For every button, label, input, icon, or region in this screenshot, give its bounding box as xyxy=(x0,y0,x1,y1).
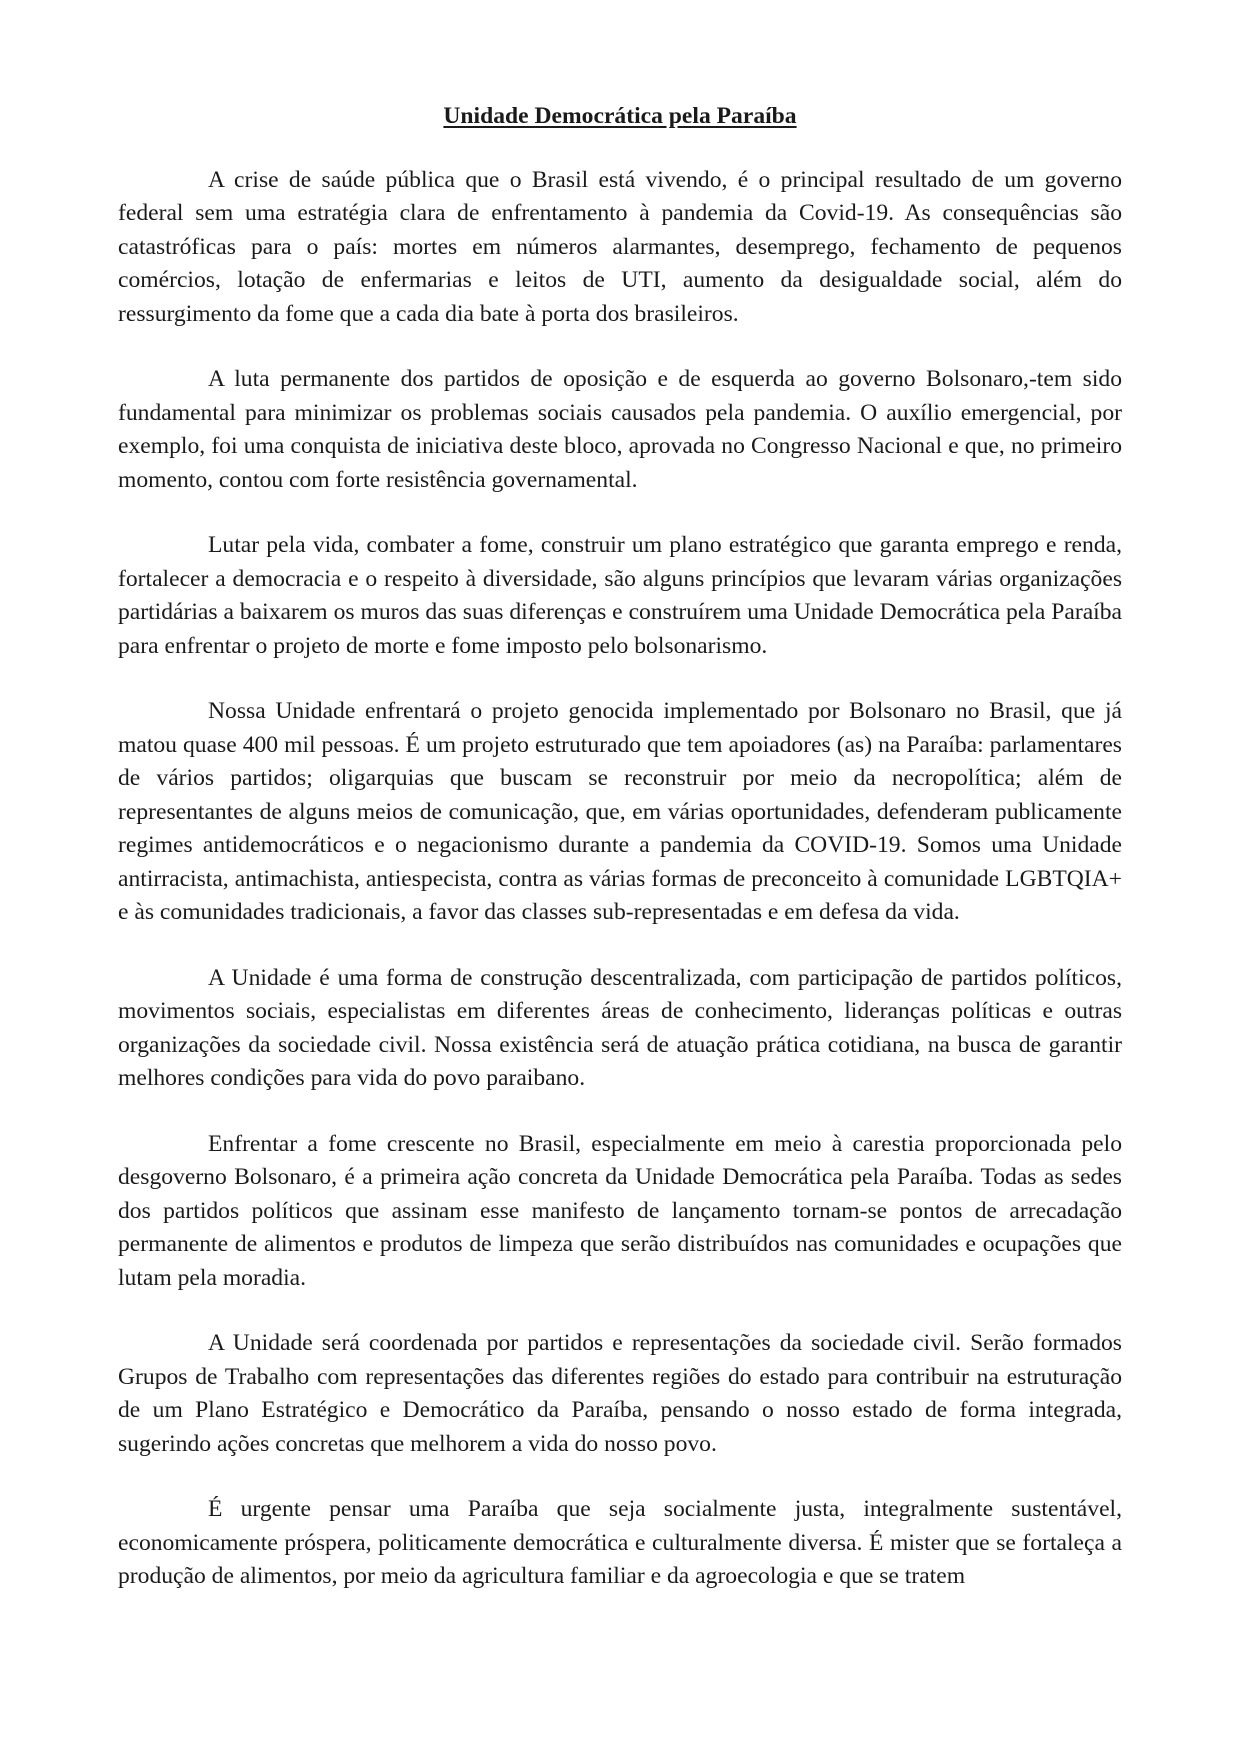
paragraph-7: A Unidade será coordenada por partidos e representações da sociedade civil. Serão formados Grupos de Trabalho com representações das diferentes regiões do estado para contribuir na estruturação de um Plano Estratégico e Democrático da Paraíba, pensando o nosso estado de forma integrada, sugerindo ações concretas que melhorem a vida do nosso povo. xyxy=(118,1330,1122,1457)
paragraph-5: A Unidade é uma forma de construção descentralizada, com participação de partidos políticos, movimentos sociais, especialistas em diferentes áreas de conhecimento, lideranças políticas e outras organizações da sociedade civil. Nossa existência será de atuação prática cotidiana, na busca de garantir melhores condições para vida do povo paraibano. xyxy=(118,964,1122,1091)
paragraph-2: A luta permanente dos partidos de oposição e de esquerda ao governo Bolsonaro,-tem sido fundamental para minimizar os problemas sociais causados pela pandemia. O auxílio emergencial, por exemplo, foi uma conquista de iniciativa deste bloco, aprovada no Congresso Nacional e que, no primeiro momento, contou com forte resistência governamental. xyxy=(118,366,1122,493)
paragraph-8: É urgente pensar uma Paraíba que seja socialmente justa, integralmente sustentável, economicamente próspera, politicamente democrática e culturalmente diversa. É mister que se fortaleça a produção de alimentos, por meio da agricultura familiar e da agroecologia e que se tratem xyxy=(118,1496,1122,1589)
document-title: Unidade Democrática pela Paraíba xyxy=(443,103,797,129)
paragraph-4: Nossa Unidade enfrentará o projeto genocida implementado por Bolsonaro no Brasil, que já matou quase 400 mil pessoas. É um projeto estruturado que tem apoiadores (as) na Paraíba: parlamentares de vários partidos; oligarquias que buscam se reconstruir por meio da necropolítica; além de representantes de alguns meios de comunicação, que, em várias oportunidades, defenderam publicamente regimes antidemocráticos e o negacionismo durante a pandemia da COVID-19. Somos uma Unidade antirracista, antimachista, antiespecista, contra as várias formas de preconceito à comunidade LGBTQIA+ e às comunidades tradicionais, a favor das classes sub-representadas e em defesa da vida. xyxy=(118,698,1122,925)
paragraph-6: Enfrentar a fome crescente no Brasil, especialmente em meio à carestia proporcionada pelo desgoverno Bolsonaro, é a primeira ação concreta da Unidade Democrática pela Paraíba. Todas as sedes dos partidos políticos que assinam esse manifesto de lançamento tornam-se pontos de arrecadação permanente de alimentos e produtos de limpeza que serão distribuídos nas comunidades e ocupações que lutam pela moradia. xyxy=(118,1130,1122,1291)
paragraph-1: A crise de saúde pública que o Brasil está vivendo, é o principal resultado de um governo federal sem uma estratégia clara de enfrentamento à pandemia da Covid-19. As consequências são catastróficas para o país: mortes em números alarmantes, desemprego, fechamento de pequenos comércios, lotação de enfermarias e leitos de UTI, aumento da desigualdade social, além do ressurgimento da fome que a cada dia bate à porta dos brasileiros. xyxy=(118,166,1122,327)
paragraph-3: Lutar pela vida, combater a fome, construir um plano estratégico que garanta emprego e renda, fortalecer a democracia e o respeito à diversidade, são alguns princípios que levaram várias organizações partidárias a baixarem os muros das suas diferenças e construírem uma Unidade Democrática pela Paraíba para enfrentar o projeto de morte e fome imposto pelo bolsonarismo. xyxy=(118,532,1122,659)
document-page xyxy=(118,100,1122,1594)
